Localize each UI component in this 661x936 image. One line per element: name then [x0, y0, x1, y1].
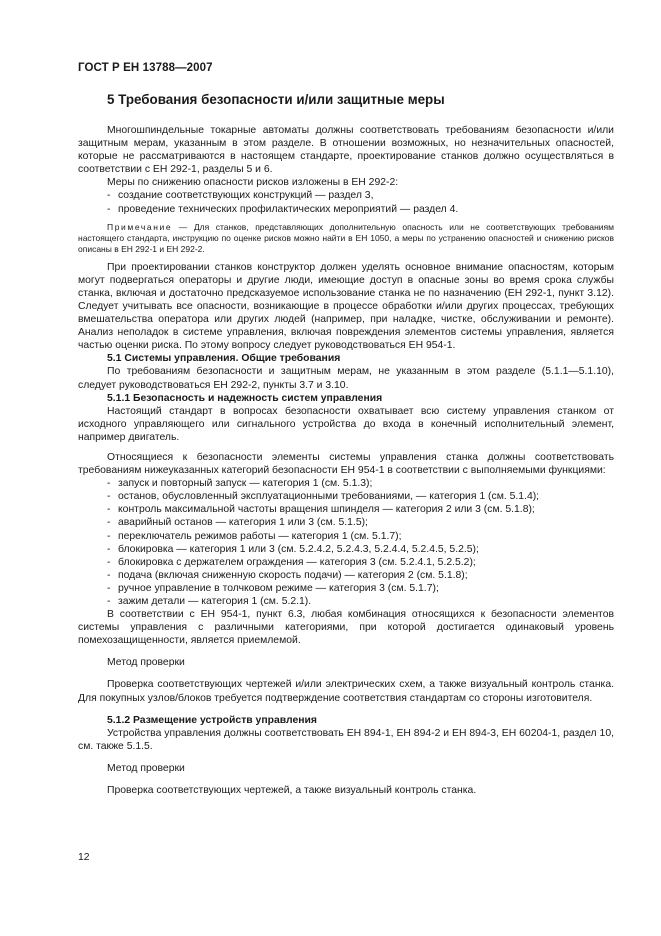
list-item: - запуск и повторный запуск — категория 1 (см. 5.1.3);: [107, 477, 614, 490]
list-item: - подача (включая сниженную скорость подачи) — категория 2 (см. 5.1.8);: [107, 569, 614, 582]
list-item: - зажим детали — категория 1 (см. 5.2.1).: [107, 595, 614, 608]
note: [78, 222, 614, 255]
paragraph: Многошпиндельные токарные автоматы должны соответствовать требованиям безопасности и/или защитным мерам, указанным в этом разделе. В отношении возможных, но незначительных опасностей, которые не рассматриваются в настоящем стандарте, проектирование станков должно осуществляться в соответствии с ЕН 292-1, разделы 5 и 6.: [78, 125, 614, 176]
bullet-list: [78, 189, 614, 215]
note-text: — Для станков, представляющих дополнительную опасность или не соответствующих требованиям настоящего стандарта, инструкцию по оценке рисков можно найти в ЕН 1050, а меры по устранению опасностей и снижению рисков описаны в ЕН 292-1 и ЕН 292-2.: [78, 221, 614, 254]
list-item: - создание соответствующих конструкций — раздел 3,: [107, 189, 614, 202]
subsection-heading-5-1-1: 5.1.1 Безопасность и надежность систем управления: [107, 392, 383, 404]
subsection-heading-5-1-2: 5.1.2 Размещение устройств управления: [107, 714, 317, 726]
paragraph: Относящиеся к безопасности элементы системы управления станка должны соответствовать требованиям нижеуказанных категорий безопасности ЕН 954-1 в соответствии с выполняемыми функциями:: [78, 451, 614, 477]
list-item: - ручное управление в толчковом режиме — категория 3 (см. 5.1.7);: [107, 582, 614, 595]
page-number: 12: [78, 852, 90, 863]
list-item: - переключатель режимов работы — категория 1 (см. 5.1.7);: [107, 530, 614, 543]
method-label: Метод проверки: [107, 762, 185, 774]
note-label: Примечание: [107, 221, 173, 232]
list-item: - блокировка — категория 1 или 3 (см. 5.2.4.2, 5.2.4.3, 5.2.4.4, 5.2.4.5, 5.2.5);: [107, 543, 614, 556]
method-label: Метод проверки: [107, 657, 185, 669]
subsection-heading-5-1: 5.1 Системы управления. Общие требования: [107, 353, 341, 365]
paragraph: Проверка соответствующих чертежей, а также визуальный контроль станка.: [107, 785, 477, 797]
list-item: - контроль максимальной частоты вращения шпинделя — категория 2 или 3 (см. 5.1.8);: [107, 503, 614, 516]
bullet-list: [78, 477, 614, 608]
paragraph: Проверка соответствующих чертежей и/или электрических схем, а также визуальный контроль станка. Для покупных узлов/блоков требуется подтверждение соответствия стандартам со стороны изготовителя.: [78, 679, 614, 704]
paragraph: При проектировании станков конструктор должен уделять основное внимание опасностям, которым могут подвергаться операторы и другие люди, имеющие доступ в опасные зоны во время срока службы станка, включая и достаточно предсказуемое использование станка не по назначению (ЕН 292-1, пункт 3.12). Следует учитывать все опасности, возникающие в процессе обработки и/или других процессах, требующих вмешательства оператора или других людей (например, при наладке, чистке, обслуживании и ремонте). Анализ неполадок в системе управления, включая повреждения элементов системы управления, является частью оценки риска. По этому вопросу следует руководствоваться ЕН 954-1.: [78, 261, 614, 352]
document-header: ГОСТ Р ЕН 13788—2007: [78, 62, 213, 74]
list-item: - проведение технических профилактических мероприятий — раздел 4.: [107, 203, 614, 216]
section-heading: 5 Требования безопасности и/или защитные меры: [107, 92, 445, 107]
list-item: - аварийный останов — категория 1 или 3 (см. 5.1.5);: [107, 516, 614, 529]
list-item: - блокировка с держателем ограждения — категория 3 (см. 5.2.4.1, 5.2.5.2);: [107, 556, 614, 569]
paragraph: В соответствии с ЕН 954-1, пункт 6.3, любая комбинация относящихся к безопасности элементов системы управления с различными категориями, при которой достигается одинаковый уровень помехозащищенности, является приемлемой.: [78, 609, 614, 647]
list-item: - останов, обусловленный эксплуатационными требованиями, — категория 1 (см. 5.1.4);: [107, 490, 614, 503]
document-body: [78, 92, 614, 797]
paragraph: По требованиям безопасности и защитным мерам, не указанным в этом разделе (5.1.1—5.1.10), следует руководствоваться ЕН 292-2, пункты 3.7 и 3.10.: [78, 366, 614, 391]
paragraph: Устройства управления должны соответствовать ЕН 894-1, ЕН 894-2 и ЕН 894-3, ЕН 60204-1, раздел 10, см. также 5.1.5.: [78, 727, 614, 752]
paragraph: Меры по снижению опасности рисков изложены в ЕН 292-2:: [107, 177, 399, 189]
paragraph: Настоящий стандарт в вопросах безопасности охватывает всю систему управления станком от исходного управляющего или сигнального устройства до входа в конечный исполнительный элемент, например двигатель.: [78, 405, 614, 443]
